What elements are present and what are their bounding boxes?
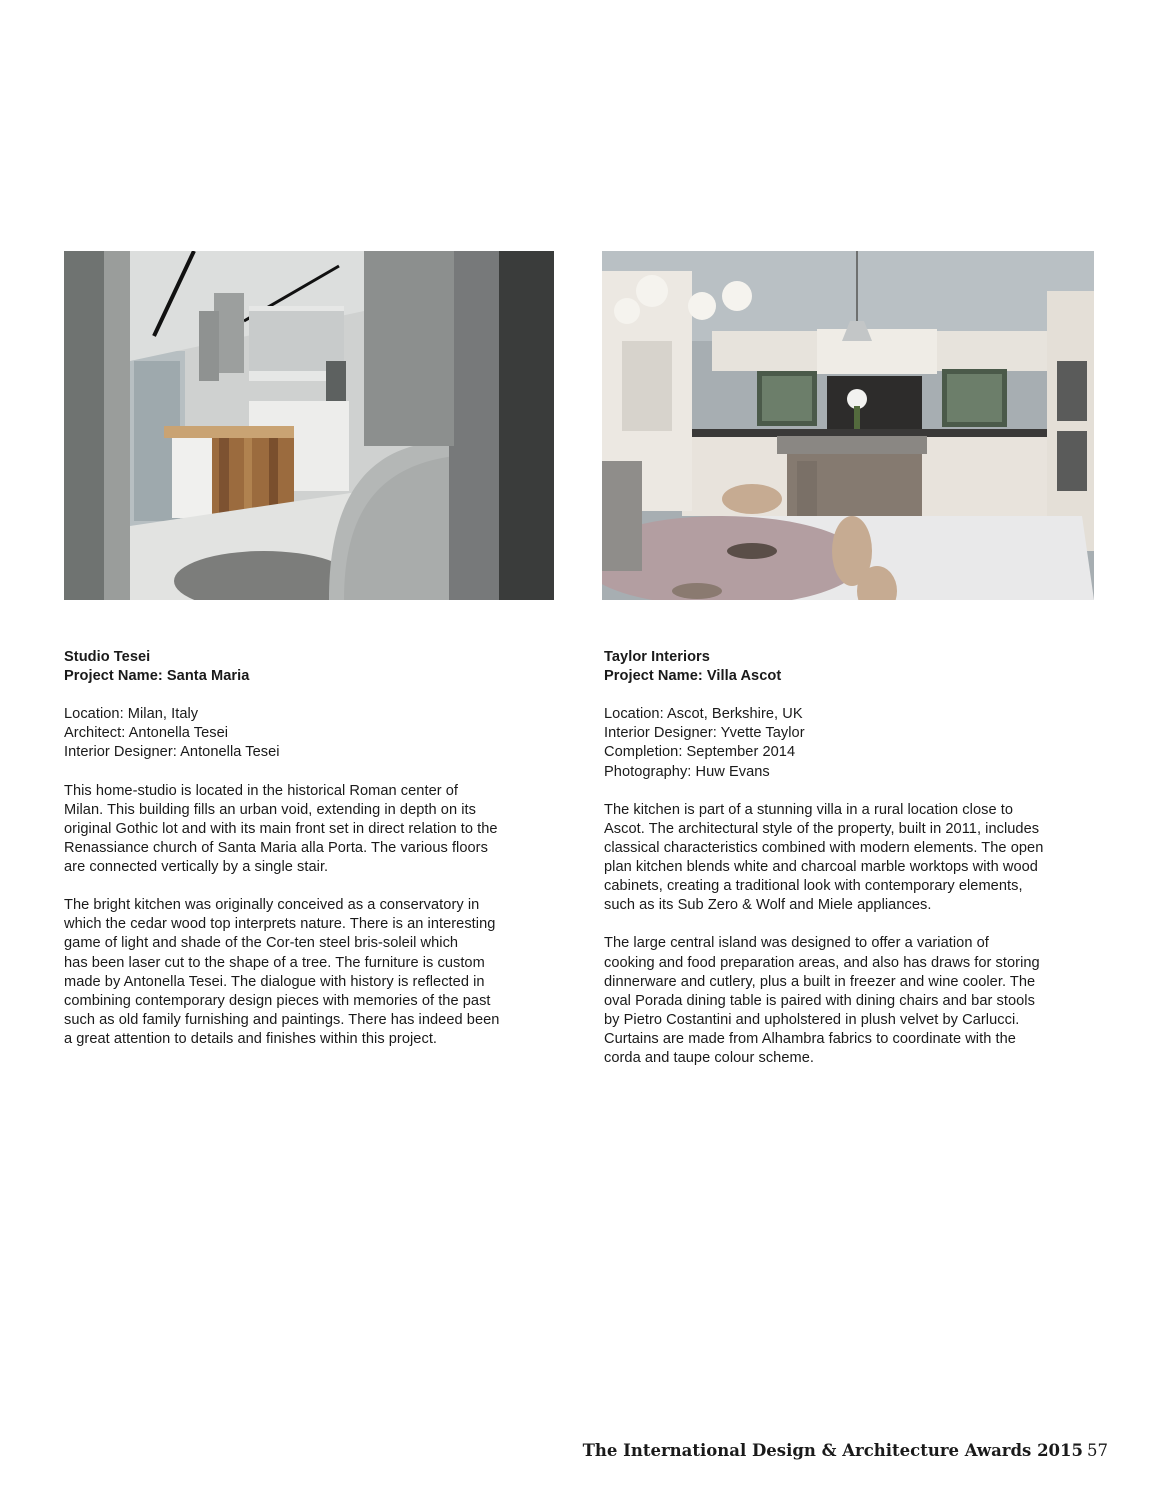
taylor-interiors-column — [604, 648, 1099, 1068]
detail-interior-designer: Interior Designer: Yvette Taylor — [604, 725, 805, 742]
description-paragraph-2 — [64, 896, 559, 1049]
detail-location: Location: Milan, Italy — [64, 706, 199, 723]
text-line: has been laser cut to the shape of a tree. The furniture is custom — [64, 954, 485, 971]
text-line: oval Porada dining table is paired with dining chairs and bar stools — [604, 992, 1035, 1009]
text-line: a great attention to details and finishes within this project. — [64, 1030, 438, 1047]
studio-tesei-column — [64, 648, 559, 1049]
project-name: Project Name: Santa Maria — [64, 668, 250, 685]
text-line: corda and taupe colour scheme. — [604, 1049, 814, 1066]
santa-maria-kitchen-photo — [64, 251, 554, 600]
text-line: classical characteristics combined with modern elements. The open — [604, 839, 1044, 856]
text-line: made by Antonella Tesei. The dialogue with history is reflected in — [64, 973, 485, 990]
text-line: cabinets, creating a traditional look with contemporary elements, — [604, 878, 1023, 895]
publication-title: The International Design & Architecture Awards 2015 — [582, 1441, 1083, 1460]
detail-completion: Completion: September 2014 — [604, 744, 796, 761]
text-line: such as its Sub Zero & Wolf and Miele appliances. — [604, 897, 932, 914]
text-line: Ascot. The architectural style of the property, built in 2011, includes — [604, 820, 1040, 837]
text-line: This home-studio is located in the historical Roman center of — [64, 782, 459, 799]
text-line: are connected vertically by a single stair. — [64, 859, 329, 876]
text-line: cooking and food preparation areas, and also has draws for storing — [604, 954, 1040, 971]
text-line: combining contemporary design pieces with memories of the past — [64, 992, 491, 1009]
text-line: Milan. This building fills an urban void, extending in depth on its — [64, 801, 476, 818]
company-name: Taylor Interiors — [604, 649, 710, 665]
text-line: such as old family furnishing and paintings. There has indeed been — [64, 1011, 500, 1028]
detail-location: Location: Ascot, Berkshire, UK — [604, 706, 803, 723]
text-line: plan kitchen blends white and charcoal marble worktops with wood — [604, 859, 1038, 876]
text-line: The large central island was designed to offer a variation of — [604, 935, 989, 952]
text-line: which the cedar wood top interprets nature. There is an interesting — [64, 916, 496, 933]
detail-interior-designer: Interior Designer: Antonella Tesei — [64, 744, 280, 761]
project-name: Project Name: Villa Ascot — [604, 668, 782, 685]
description-paragraph-2 — [604, 934, 1099, 1068]
detail-architect: Architect: Antonella Tesei — [64, 725, 229, 742]
villa-ascot-kitchen-image — [602, 251, 1094, 600]
text-line: game of light and shade of the Cor-ten steel bris-soleil which — [64, 935, 459, 952]
text-line: Curtains are made from Alhambra fabrics to coordinate with the — [604, 1030, 1016, 1047]
description-paragraph-1 — [64, 782, 559, 877]
company-name: Studio Tesei — [64, 649, 151, 665]
page-number: 57 — [1087, 1441, 1108, 1460]
detail-photography: Photography: Huw Evans — [604, 763, 770, 780]
santa-maria-kitchen-image — [64, 251, 554, 600]
text-line: dinnerware and cutlery, plus a built in freezer and wine cooler. The — [604, 973, 1036, 990]
text-line: by Pietro Costantini and upholstered in plush velvet by Carlucci. — [604, 1011, 1020, 1028]
text-line: The kitchen is part of a stunning villa in a rural location close to — [604, 801, 1013, 818]
description-paragraph-1 — [604, 801, 1099, 916]
page-footer — [583, 1441, 1108, 1460]
text-line: Renassiance church of Santa Maria alla Porta. The various floors — [64, 839, 488, 856]
text-line: The bright kitchen was originally conceived as a conservatory in — [64, 897, 480, 914]
text-line: original Gothic lot and with its main front set in direct relation to the — [64, 820, 498, 837]
villa-ascot-kitchen-photo — [602, 251, 1094, 600]
